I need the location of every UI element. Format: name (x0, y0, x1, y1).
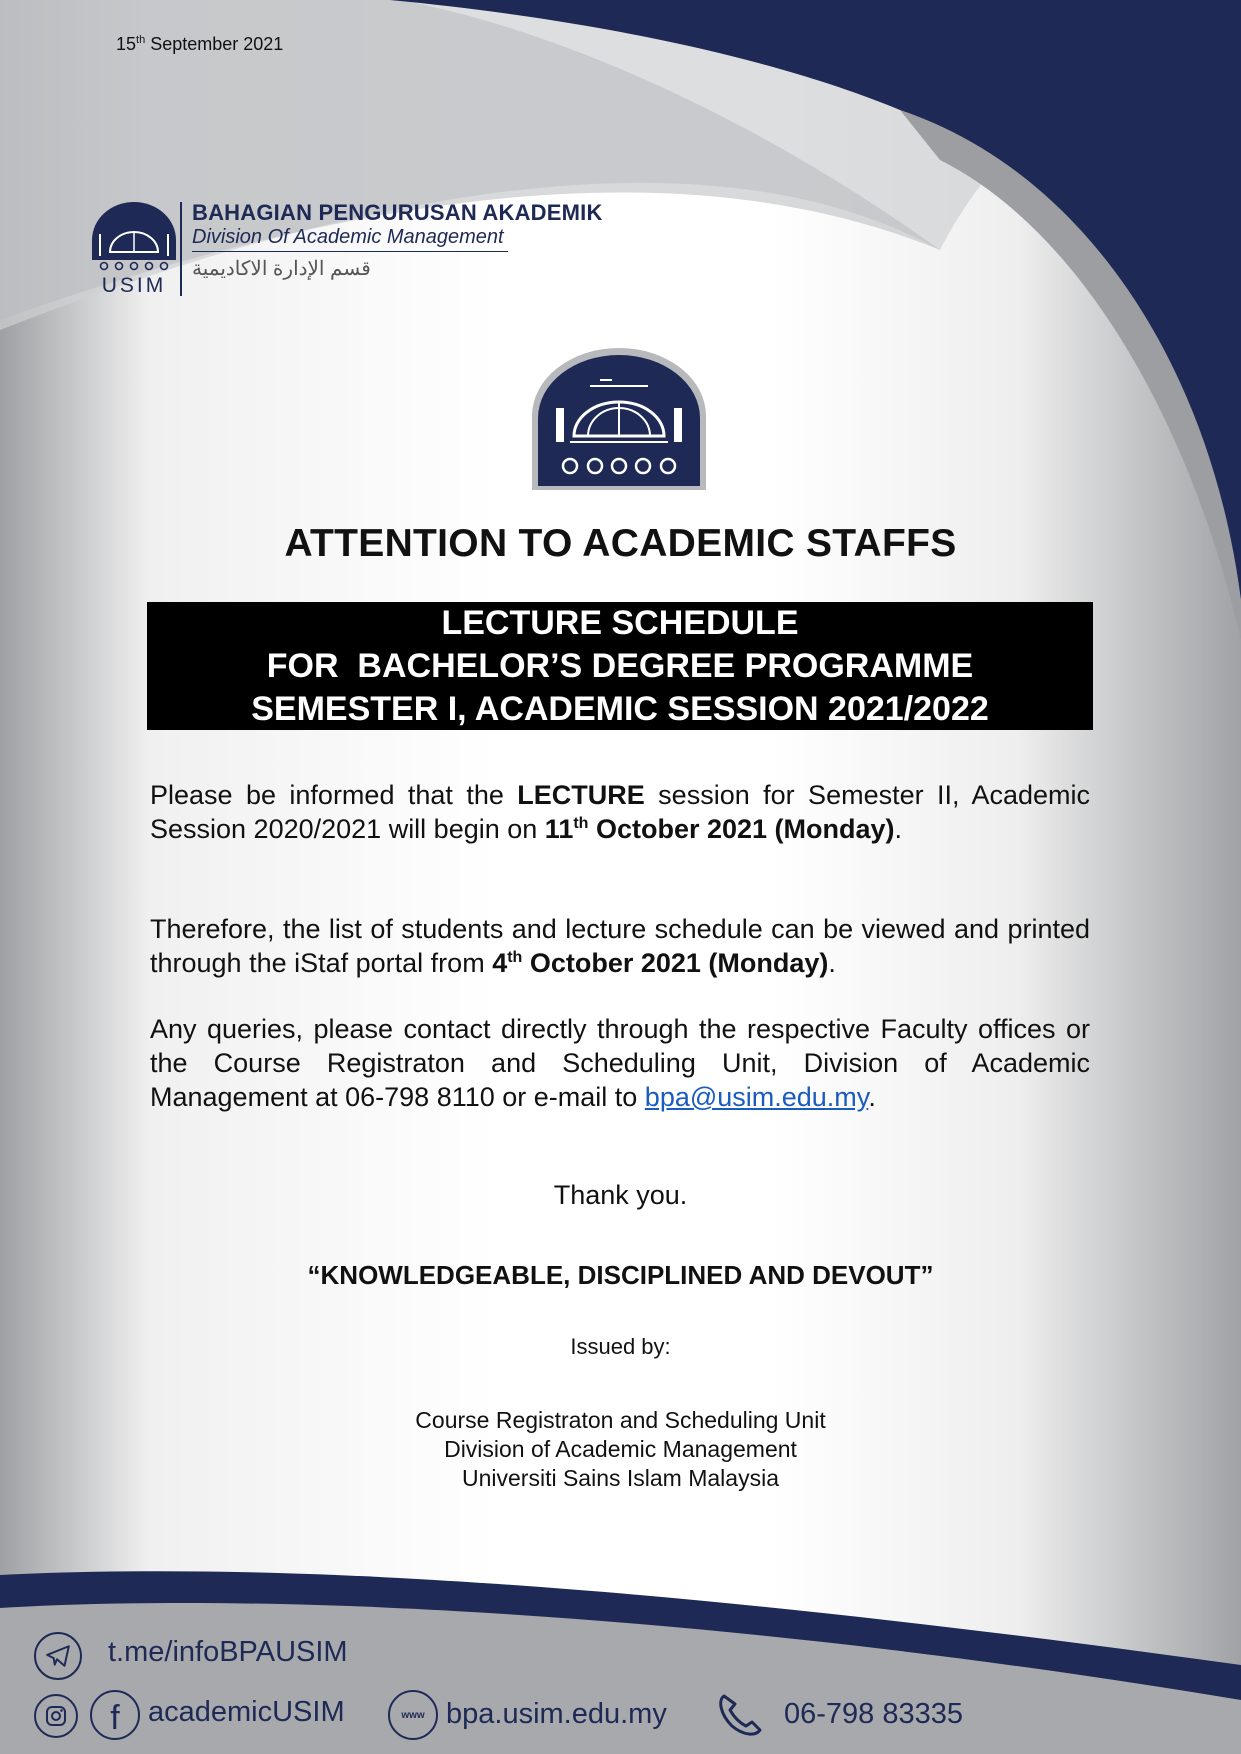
logo-wordmark: USIM (101, 274, 167, 296)
website-link[interactable]: bpa.usim.edu.my (446, 1698, 667, 1730)
attention-heading: ATTENTION TO ACADEMIC STAFFS (284, 522, 957, 565)
division-name-malay: BAHAGIAN PENGURUSAN AKADEMIK (192, 200, 603, 225)
motto: “KNOWLEDGEABLE, DISCIPLINED AND DEVOUT” (307, 1260, 934, 1290)
title-banner (147, 602, 1093, 730)
thank-you: Thank you. (553, 1180, 688, 1210)
phone-number[interactable]: 06-798 83335 (784, 1698, 963, 1730)
banner-line-3: SEMESTER I, ACADEMIC SESSION 2021/2022 (251, 690, 989, 728)
division-header (192, 200, 603, 281)
phone-icon[interactable] (714, 1690, 766, 1740)
paragraph-queries: Any queries, please contact directly through the respective Faculty offices or the Course Registraton and Scheduling Unit, Division of Academic Management at 06-798 8110 or e-mail to bpa@usim.edu.my. (150, 1014, 1090, 1112)
email-link[interactable]: bpa@usim.edu.my (644, 1082, 869, 1112)
facebook-icon[interactable]: f (90, 1690, 140, 1740)
issuer-block (0, 1406, 1241, 1493)
issuer-line-2: Division of Academic Management (444, 1436, 797, 1462)
banner-line-1: LECTURE SCHEDULE (441, 604, 799, 642)
issuer-line-3: Universiti Sains Islam Malaysia (462, 1465, 779, 1491)
header-divider (180, 202, 182, 296)
banner-line-2: FOR BACHELOR’S DEGREE PROGRAMME (266, 647, 974, 685)
paragraph-schedule-portal: Therefore, the list of students and lecture schedule can be viewed and printed through the iStaf portal from 4th October 2021 (Monday). (150, 914, 1090, 978)
issue-date: 15th September 2021 (116, 34, 284, 54)
issuer-line-1: Course Registraton and Scheduling Unit (415, 1407, 826, 1433)
division-name-arabic: قسم الإدارة الاكاديمية (192, 258, 371, 280)
issued-by-label: Issued by: (570, 1334, 671, 1359)
telegram-icon[interactable] (34, 1632, 82, 1680)
social-handle[interactable]: academicUSIM (148, 1696, 345, 1728)
usim-logo (88, 200, 180, 296)
usim-crest (530, 346, 708, 490)
instagram-icon[interactable] (34, 1694, 78, 1738)
division-name-english: Division Of Academic Management (192, 226, 508, 252)
telegram-link[interactable]: t.me/infoBPAUSIM (108, 1636, 348, 1668)
globe-icon[interactable]: www (388, 1690, 438, 1740)
paragraph-lecture-start: Please be informed that the LECTURE session for Semester II, Academic Session 2020/2021 will begin on 11th October 2021 (Monday). (150, 780, 1090, 844)
